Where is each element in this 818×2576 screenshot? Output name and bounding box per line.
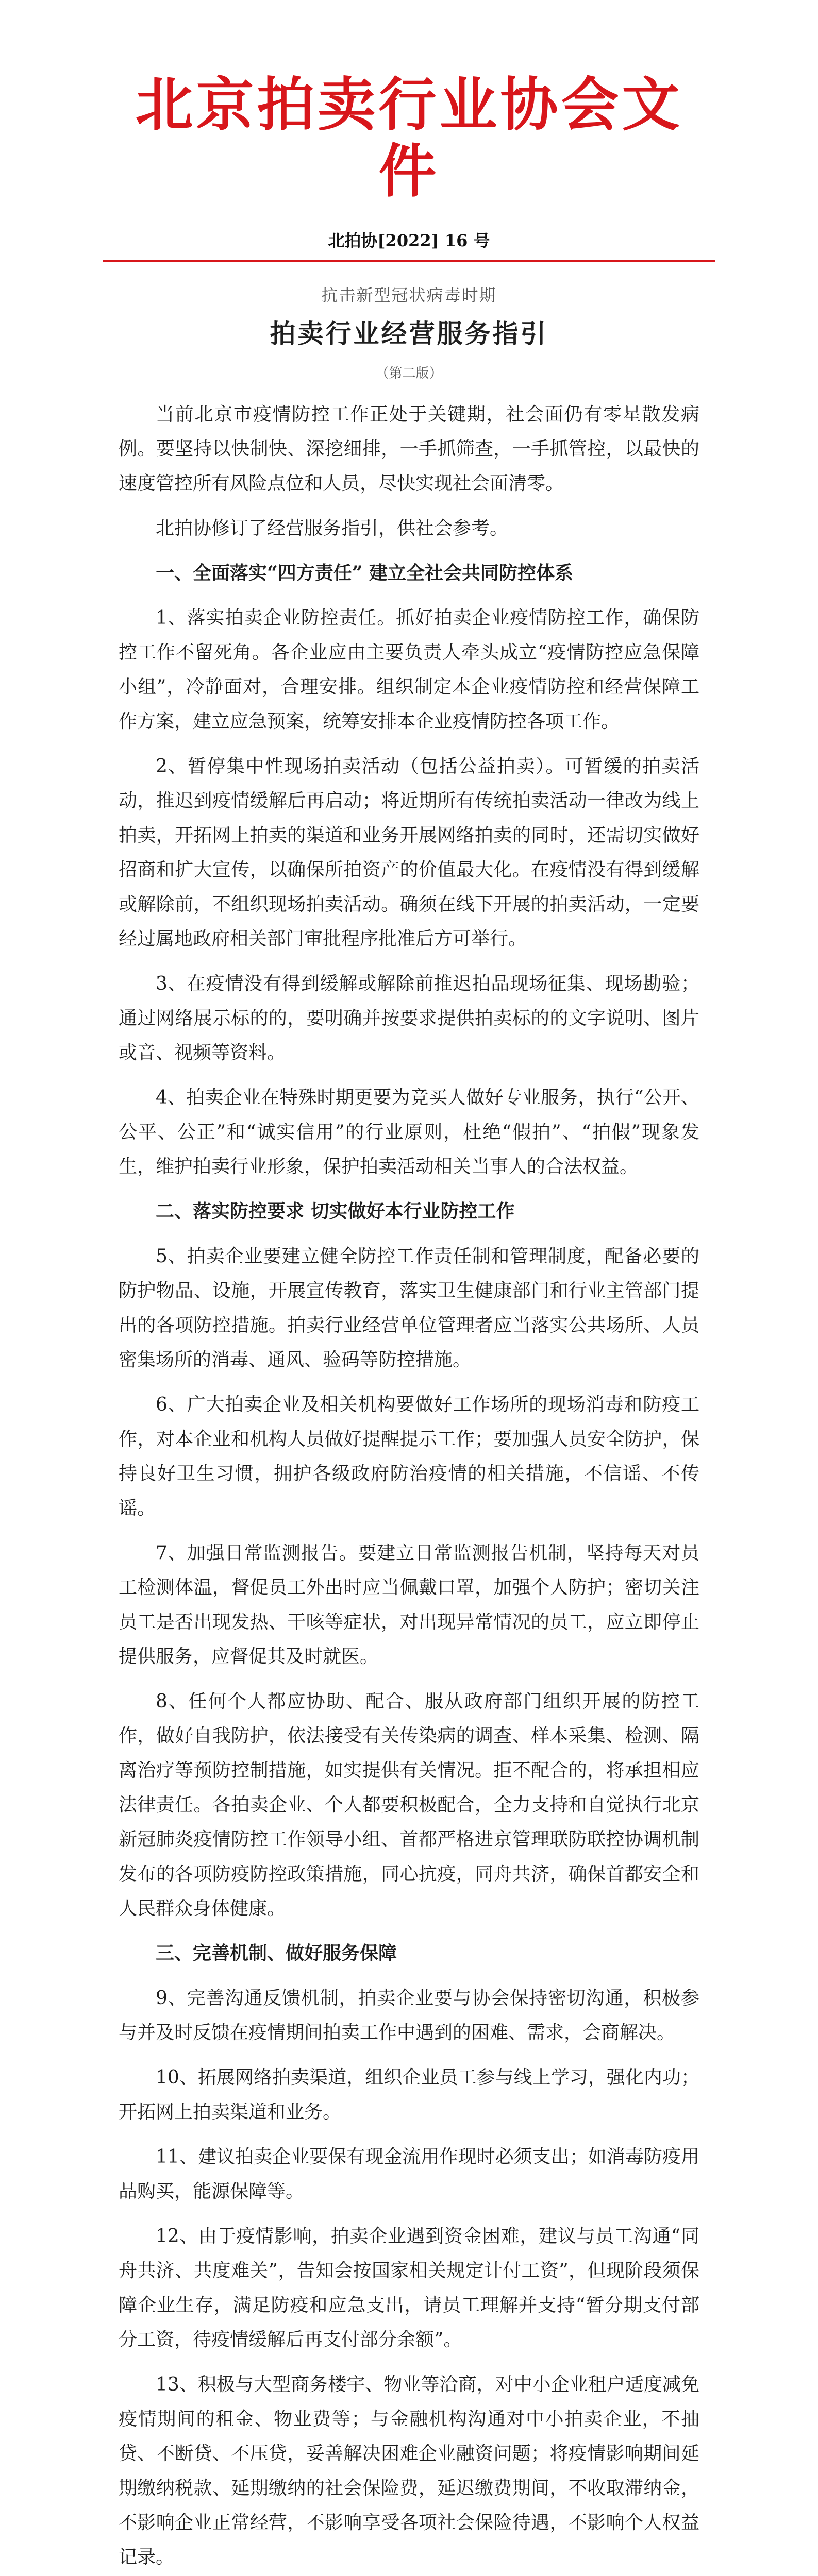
section-heading: 二、落实防控要求 切实做好本行业防控工作: [156, 1200, 515, 1222]
document-body: [119, 397, 699, 2576]
item-paragraph: 11、建议拍卖企业要保有现金流用作现时必须支出；如消毒防疫用品购买，能源保障等。: [119, 2146, 699, 2202]
section-heading: 一、全面落实“四方责任” 建立全社会共同防控体系: [156, 562, 573, 584]
item-paragraph: 3、在疫情没有得到缓解或解除前推迟拍品现场征集、现场勘验；通过网络展示标的的，要明确并按要求提供拍卖标的的文字说明、图片或音、视频等资料。: [119, 973, 699, 1063]
intro-paragraph: 当前北京市疫情防控工作正处于关键期，社会面仍有零星散发病例。要坚持以快制快、深挖细排，一手抓筛查，一手抓管控，以最快的速度管控所有风险点位和人员，尽快实现社会面清零。: [119, 403, 699, 494]
document-title: 拍卖行业经营服务指引: [270, 318, 548, 349]
section-heading: 三、完善机制、做好服务保障: [156, 1942, 397, 1964]
document-subtitle: 抗击新型冠状病毒时期: [321, 285, 497, 305]
item-paragraph: 7、加强日常监测报告。要建立日常监测报告机制，坚持每天对员工检测体温，督促员工外出时应当佩戴口罩，加强个人防护；密切关注员工是否出现发热、干咳等症状，对出现异常情况的员工，应立即停止提供服务，应督促其及时就医。: [119, 1542, 699, 1667]
item-paragraph: 9、完善沟通反馈机制，拍卖企业要与协会保持密切沟通，积极参与并及时反馈在疫情期间拍卖工作中遇到的困难、需求，会商解决。: [119, 1987, 699, 2043]
item-paragraph: 1、落实拍卖企业防控责任。抓好拍卖企业疫情防控工作，确保防控工作不留死角。各企业应由主要负责人牵头成立“疫情防控应急保障小组”，冷静面对，合理安排。组织制定本企业疫情防控和经营保障工作方案，建立应急预案，统筹安排本企业疫情防控各项工作。: [119, 607, 699, 732]
item-paragraph: 10、拓展网络拍卖渠道，组织企业员工参与线上学习，强化内功；开拓网上拍卖渠道和业务。: [119, 2066, 699, 2123]
item-paragraph: 4、拍卖企业在特殊时期更要为竞买人做好专业服务，执行“公开、公平、公正”和“诚实信用”的行业原则，杜绝“假拍”、“拍假”现象发生，维护拍卖行业形象，保护拍卖活动相关当事人的合法权益。: [119, 1087, 699, 1177]
document-number: 北拍协[2022] 16 号: [328, 230, 490, 250]
item-paragraph: 12、由于疫情影响，拍卖企业遇到资金困难，建议与员工沟通“同舟共济、共度难关”，告知会按国家相关规定计付工资”，但现阶段须保障企业生存，满足防疫和应急支出，请员工理解并支持“暂分期支付部分工资，待疫情缓解后再支付部分余额”。: [119, 2225, 699, 2350]
edition-label: （第二版）: [375, 365, 443, 381]
item-paragraph: 13、积极与大型商务楼宇、物业等洽商，对中小企业租户适度减免疫情期间的租金、物业费等；与金融机构沟通对中小拍卖企业，不抽贷、不断贷、不压贷，妥善解决困难企业融资问题；将疫情影响期间延期缴纳税款、延期缴纳的社会保险费，延迟缴费期间，不收取滞纳金，不影响企业正常经营，不影响享受各项社会保险待遇，不影响个人权益记录。: [119, 2374, 699, 2568]
item-paragraph: 2、暂停集中性现场拍卖活动（包括公益拍卖）。可暂缓的拍卖活动，推迟到疫情缓解后再启动；将近期所有传统拍卖活动一律改为线上拍卖，开拓网上拍卖的渠道和业务开展网络拍卖的同时，还需切实做好招商和扩大宣传，以确保所拍资产的价值最大化。在疫情没有得到缓解或解除前，不组织现场拍卖活动。确须在线下开展的拍卖活动，一定要经过属地政府相关部门审批程序批准后方可举行。: [119, 755, 699, 950]
red-divider: [103, 260, 715, 262]
item-paragraph: 5、拍卖企业要建立健全防控工作责任制和管理制度，配备必要的防护物品、设施，开展宣传教育，落实卫生健康部门和行业主管部门提出的各项防控措施。拍卖行业经营单位管理者应当落实公共场所、人员密集场所的消毒、通风、验码等防控措施。: [119, 1245, 699, 1370]
intro-paragraph: 北拍协修订了经营服务指引，供社会参考。: [156, 517, 509, 539]
item-paragraph: 8、任何个人都应协助、配合、服从政府部门组织开展的防控工作，做好自我防护，依法接受有关传染病的调查、样本采集、检测、隔离治疗等预防控制措施，如实提供有关情况。拒不配合的，将承担相应法律责任。各拍卖企业、个人都要积极配合，全力支持和自觉执行北京新冠肺炎疫情防控工作领导小组、首都严格进京管理联防联控协调机制发布的各项防疫防控政策措施，同心抗疫，同舟共济，确保首都安全和人民群众身体健康。: [119, 1690, 699, 1919]
org-header-title: 北京拍卖行业协会文件: [135, 71, 683, 205]
item-paragraph: 6、广大拍卖企业及相关机构要做好工作场所的现场消毒和防疫工作，对本企业和机构人员做好提醒提示工作；要加强人员安全防护，保持良好卫生习惯，拥护各级政府防治疫情的相关措施，不信谣、不传谣。: [119, 1394, 699, 1519]
